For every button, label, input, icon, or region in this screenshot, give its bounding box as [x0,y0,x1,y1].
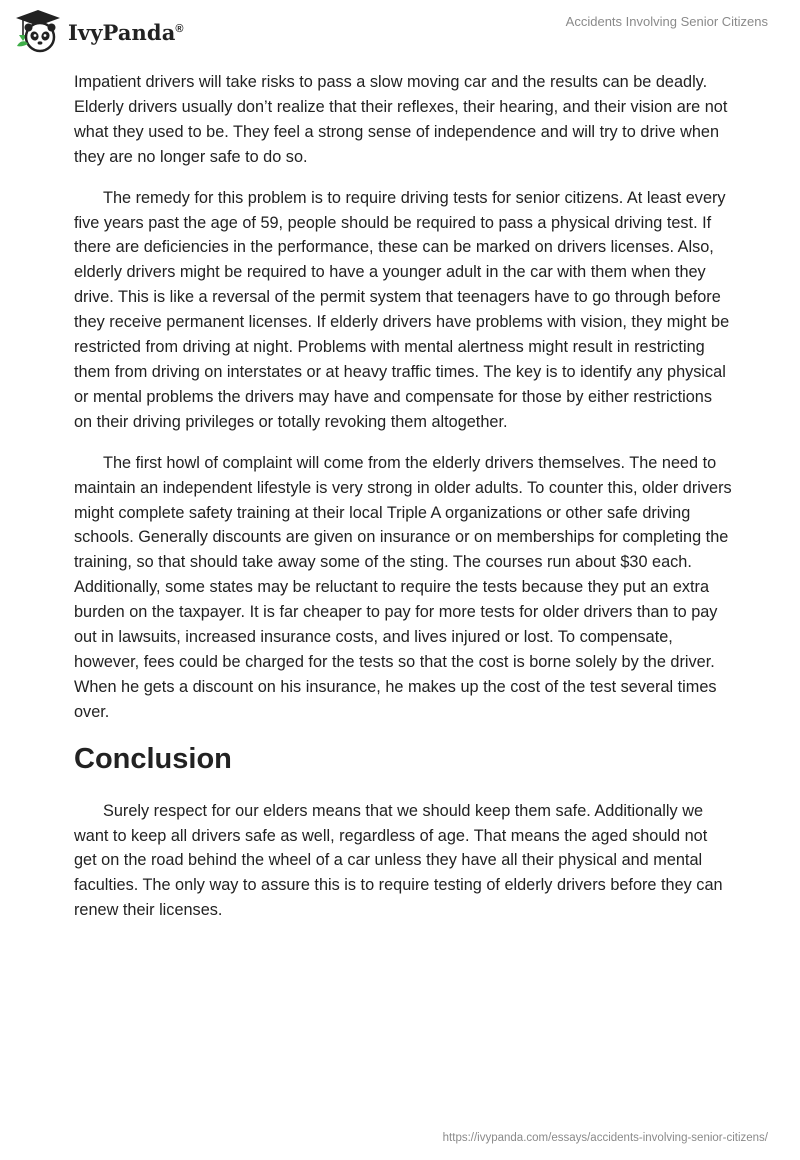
source-url[interactable]: https://ivypanda.com/essays/accidents-involving-senior-citizens/ [442,1132,768,1144]
paragraph-1: Impatient drivers will take risks to pass a slow moving car and the results can be deadly. Elderly drivers usually don’t realize that their reflexes, their hearing, and their vision are not what they used to be. They feel a strong sense of independence and will try to drive when they are no longer safe to do so. [74,73,728,166]
panda-logo-icon [14,8,62,54]
logo-wordmark [68,20,184,45]
page-header [0,0,800,60]
paragraph-3: The first howl of complaint will come from the elderly drivers themselves. The need to maintain an independent lifestyle is very strong in older adults. To counter this, older drivers might complete safety training at their local Triple A organizations or other safe driving schools. Generally discounts are given on insurance or on memberships for completing the training, so that should take away some of the sting. The courses run about $30 each. Additionally, some states may be reluctant to require the tests because they put an extra burden on the taxpayer. It is far cheaper to pay for more tests for older drivers than to pay out in lawsuits, increased insurance costs, and lives injured or lost. To compensate, however, fees could be charged for the tests so that the cost is borne solely by the driver. When he gets a discount on his insurance, he makes up the cost of the test several times over. [74,453,732,721]
registered-mark: ® [175,22,184,35]
conclusion-heading: Conclusion [74,742,232,775]
essay-body [74,70,734,939]
logo-text: IvyPanda [68,19,176,45]
document-title: Accidents Involving Senior Citizens [565,14,768,29]
conclusion-paragraph: Surely respect for our elders means that we should keep them safe. Additionally we want to keep all drivers safe as well, regardless of age. That means the aged should not get on the road behind the wheel of a car unless they have all their physical and mental faculties. The only way to assure this is to require testing of elderly drivers before they can renew their licenses. [74,801,723,920]
ivypanda-logo[interactable] [14,8,184,54]
paragraph-2: The remedy for this problem is to require driving tests for senior citizens. At least every five years past the age of 59, people should be required to pass a physical driving test. If there are deficiencies in the performance, these can be marked on drivers licenses. Also, elderly drivers might be required to have a younger adult in the car with them when they drive. This is like a reversal of the permit system that teenagers have to go through before they receive permanent licenses. If elderly drivers have problems with vision, they might be restricted from driving at night. Problems with mental alertness might result in restricting them from driving on interstates or at heavy traffic times. The key is to identify any physical or mental problems the drivers may have and compensate for those by either restrictions on their driving privileges or totally revoking them altogether. [74,188,730,431]
